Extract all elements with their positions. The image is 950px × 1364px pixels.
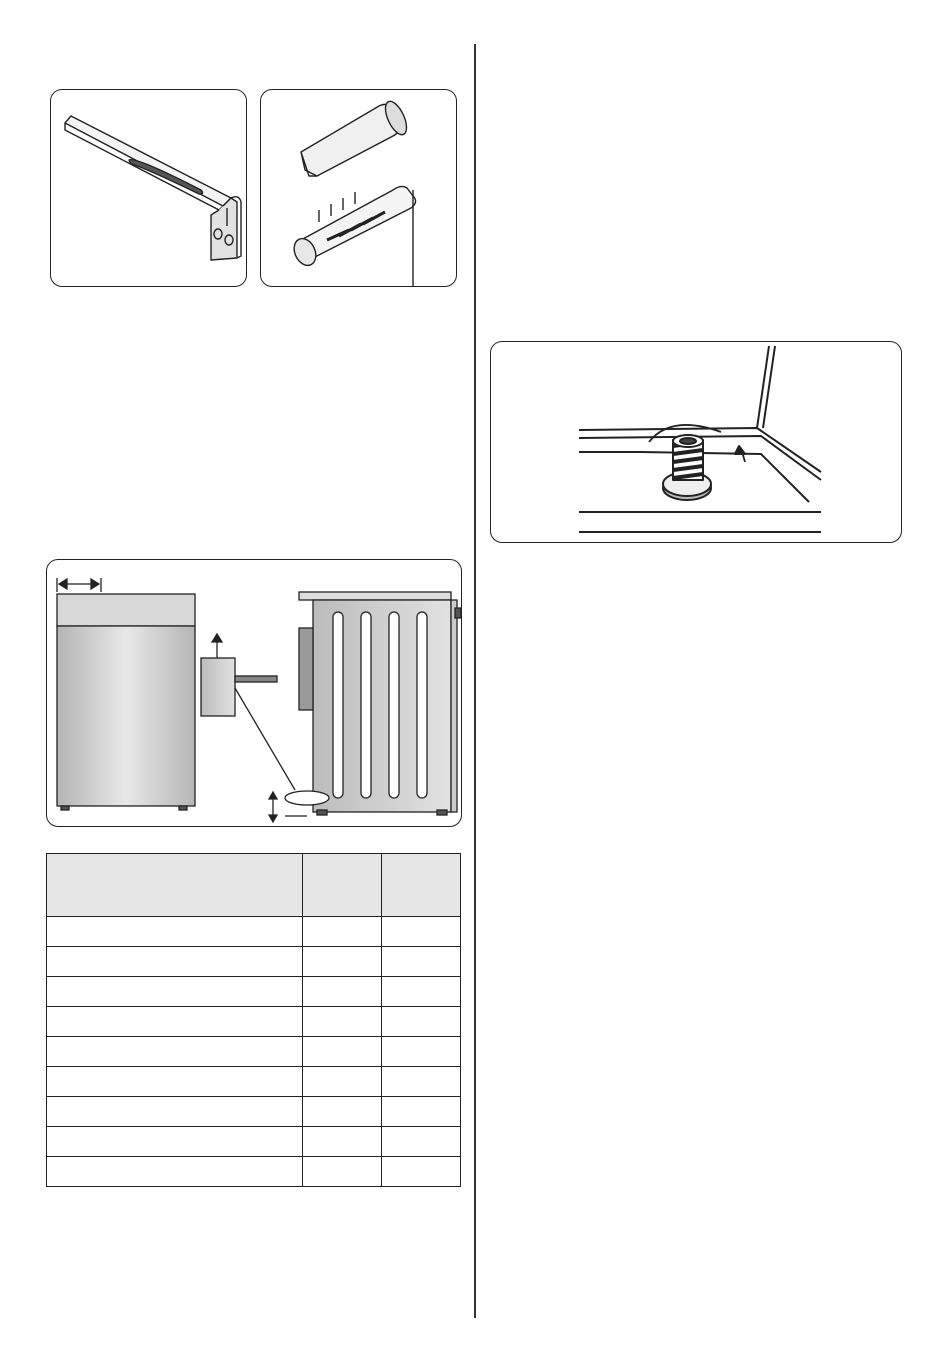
column-divider (474, 44, 476, 1318)
table-row (47, 1007, 461, 1037)
table-row (47, 977, 461, 1007)
leveling-foot-icon (491, 342, 902, 543)
table-cell (47, 1157, 303, 1187)
table-header-cell (382, 854, 461, 917)
table-cell (47, 917, 303, 947)
table-cell (303, 1127, 382, 1157)
table-cell (47, 1067, 303, 1097)
bracket-figure-panel (50, 89, 247, 287)
spec-table (46, 853, 461, 1187)
appliance-views-figure-panel (46, 559, 462, 827)
table-cell (47, 1097, 303, 1127)
leveling-foot-figure-panel (490, 341, 902, 543)
table-row (47, 1097, 461, 1127)
screw-plug-icon (261, 90, 457, 287)
appliance-views-icon (47, 560, 462, 827)
table-header-cell (47, 854, 303, 917)
table-cell (382, 917, 461, 947)
table-cell (382, 1097, 461, 1127)
table-cell (303, 977, 382, 1007)
table-cell (303, 917, 382, 947)
bracket-icon (51, 90, 247, 287)
table-cell (382, 1007, 461, 1037)
table-cell (382, 1127, 461, 1157)
table-cell (382, 1067, 461, 1097)
table-row (47, 917, 461, 947)
table-cell (303, 1097, 382, 1127)
table-row (47, 947, 461, 977)
table-cell (303, 947, 382, 977)
table-row (47, 1067, 461, 1097)
table-cell (382, 1157, 461, 1187)
table-row (47, 1157, 461, 1187)
table-row (47, 1037, 461, 1067)
table-cell (382, 1037, 461, 1067)
table-header-row (47, 854, 461, 917)
table-cell (47, 1127, 303, 1157)
screw-plug-figure-panel (260, 89, 457, 287)
table-cell (47, 947, 303, 977)
table-cell (303, 1007, 382, 1037)
table-header-cell (303, 854, 382, 917)
table-cell (303, 1157, 382, 1187)
table-cell (47, 1007, 303, 1037)
table-cell (382, 947, 461, 977)
table-cell (303, 1037, 382, 1067)
table-row (47, 1127, 461, 1157)
table-cell (303, 1067, 382, 1097)
table-cell (47, 1037, 303, 1067)
table-cell (47, 977, 303, 1007)
table-cell (382, 977, 461, 1007)
